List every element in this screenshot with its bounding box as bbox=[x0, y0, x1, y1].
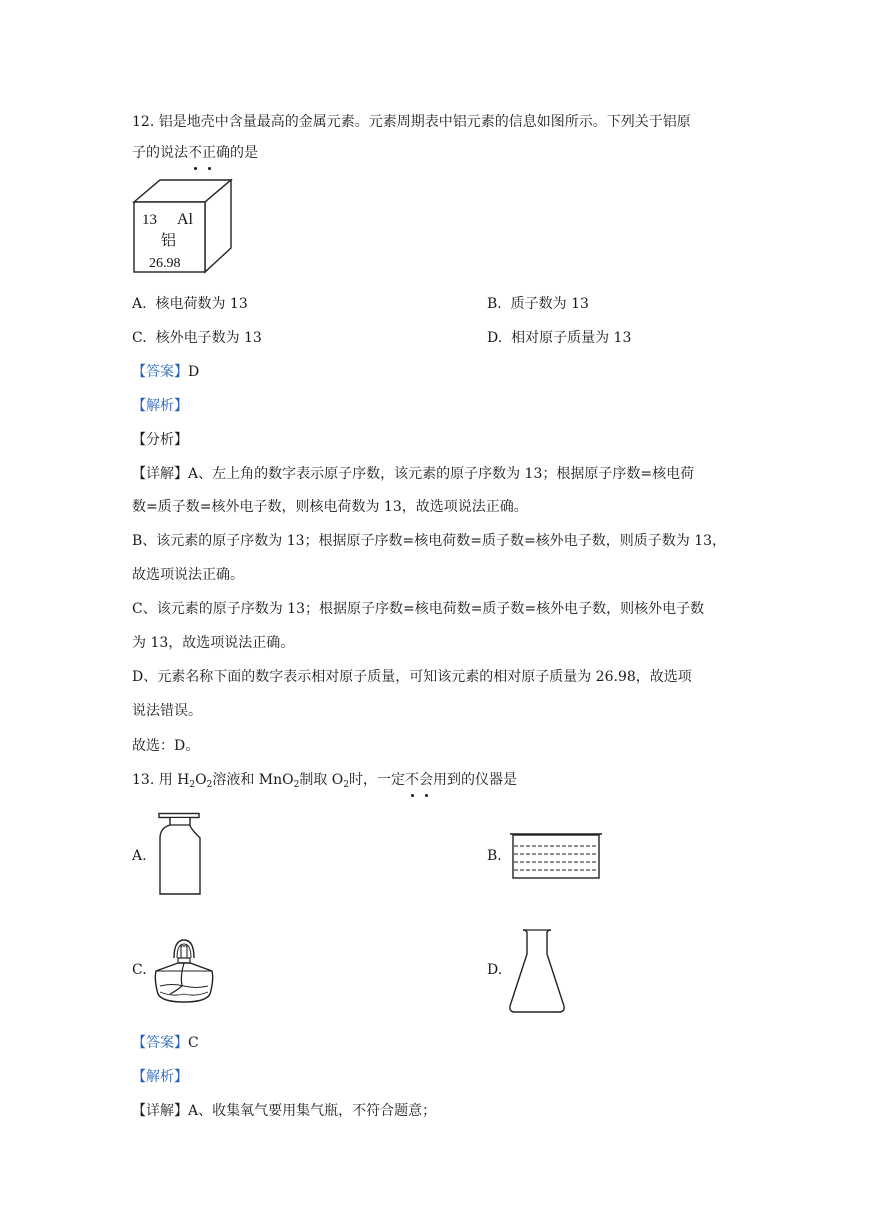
q13-stem-part: O bbox=[195, 772, 207, 788]
option-label: A. bbox=[132, 296, 147, 312]
q12-option-d bbox=[487, 328, 631, 348]
q12-stem-line1: 12. 铝是地壳中含量最高的金属元素。元素周期表中铝元素的信息如图所示。下列关于铝原 bbox=[132, 114, 691, 130]
q12-detail-line: 故选项说法正确。 bbox=[132, 567, 244, 583]
subscript: 2 bbox=[293, 780, 300, 790]
q13-stem-part: 用到的仪器是 bbox=[433, 772, 518, 788]
option-text: 核电荷数为 13 bbox=[155, 296, 248, 312]
emphasis-char: 不 bbox=[188, 145, 202, 161]
q12-detail-line: 为 13，故选项说法正确。 bbox=[132, 635, 295, 651]
option-text: 相对原子质量为 13 bbox=[511, 330, 632, 346]
gas-collecting-bottle-icon bbox=[156, 812, 204, 896]
q12-detail-line: D、元素名称下面的数字表示相对原子质量，可知该元素的相对原子质量为 26.98，故选项 bbox=[132, 669, 692, 685]
q13-answer bbox=[132, 1033, 199, 1053]
element-number: 13 bbox=[142, 212, 157, 228]
q13-option-a-label: A. bbox=[132, 848, 147, 864]
q12-analysis-tag: 【解析】 bbox=[132, 398, 188, 414]
subscript: 2 bbox=[206, 780, 213, 790]
q13-analysis-tag: 【解析】 bbox=[132, 1069, 188, 1085]
q12-stem-line2-post: 确的是 bbox=[216, 145, 258, 161]
subscript: 2 bbox=[189, 780, 196, 790]
q13-stem bbox=[132, 770, 517, 790]
detail-text: A、左上角的数字表示原子序数，该元素的原子序数为 13；根据原子序数=核电荷 bbox=[188, 466, 695, 482]
water-trough-icon bbox=[510, 832, 602, 880]
q12-stem-line2-pre: 子的说法 bbox=[132, 145, 188, 161]
q13-option-d-label: D. bbox=[487, 962, 503, 978]
q12-detail-line bbox=[132, 464, 694, 484]
option-label: B. bbox=[487, 296, 502, 312]
q13-stem-part: 时，一定 bbox=[349, 772, 406, 788]
q12-detail-line: 说法错误。 bbox=[132, 703, 202, 719]
emphasis-char: 不 bbox=[405, 772, 420, 788]
conical-flask-icon bbox=[508, 926, 566, 1014]
q13-stem-part: 溶液和 MnO bbox=[212, 772, 294, 788]
detail-tag: 【详解】 bbox=[132, 1103, 188, 1119]
element-symbol: Al bbox=[177, 211, 193, 228]
q12-option-b bbox=[487, 294, 589, 314]
q12-detail-line: C、该元素的原子序数为 13；根据原子序数=核电荷数=质子数=核外电子数，则核外电子数 bbox=[132, 601, 705, 617]
element-name: 铝 bbox=[161, 231, 177, 249]
emphasis-char: 正 bbox=[202, 145, 216, 161]
detail-text: A、收集氧气要用集气瓶，不符合题意； bbox=[188, 1103, 437, 1119]
q12-answer bbox=[132, 362, 199, 382]
option-text: 质子数为 13 bbox=[510, 296, 589, 312]
option-text: 核外电子数为 13 bbox=[155, 330, 262, 346]
q12-conclusion: 故选：D。 bbox=[132, 738, 200, 754]
option-label: C. bbox=[132, 330, 147, 346]
q12-option-a bbox=[132, 294, 248, 314]
alcohol-lamp-icon bbox=[152, 936, 216, 1004]
element-mass: 26.98 bbox=[149, 256, 181, 271]
subscript: 2 bbox=[343, 780, 350, 790]
q12-option-c bbox=[132, 328, 262, 348]
q13-stem-part: 制取 O bbox=[299, 772, 344, 788]
answer-tag: 【答案】 bbox=[132, 1035, 188, 1051]
q12-stem-line2 bbox=[132, 143, 258, 163]
element-cell-figure bbox=[130, 178, 234, 276]
q12-detail-line: B、该元素的原子序数为 13；根据原子序数=核电荷数=质子数=核外电子数，则质子数为 13， bbox=[132, 533, 727, 549]
q12-detail-line: 数=质子数=核外电子数，则核电荷数为 13，故选项说法正确。 bbox=[132, 499, 528, 515]
q13-option-c-label: C. bbox=[132, 962, 147, 978]
q13-option-b-label: B. bbox=[487, 848, 502, 864]
q13-stem-part: 13. 用 H bbox=[132, 772, 190, 788]
q12-fenxi-tag: 【分析】 bbox=[132, 432, 188, 448]
detail-tag: 【详解】 bbox=[132, 466, 188, 482]
emphasis-char: 会 bbox=[419, 772, 434, 788]
q13-detail-line bbox=[132, 1101, 436, 1121]
answer-value: D bbox=[188, 364, 200, 380]
answer-tag: 【答案】 bbox=[132, 364, 188, 380]
option-label: D. bbox=[487, 330, 503, 346]
answer-value: C bbox=[188, 1035, 199, 1051]
